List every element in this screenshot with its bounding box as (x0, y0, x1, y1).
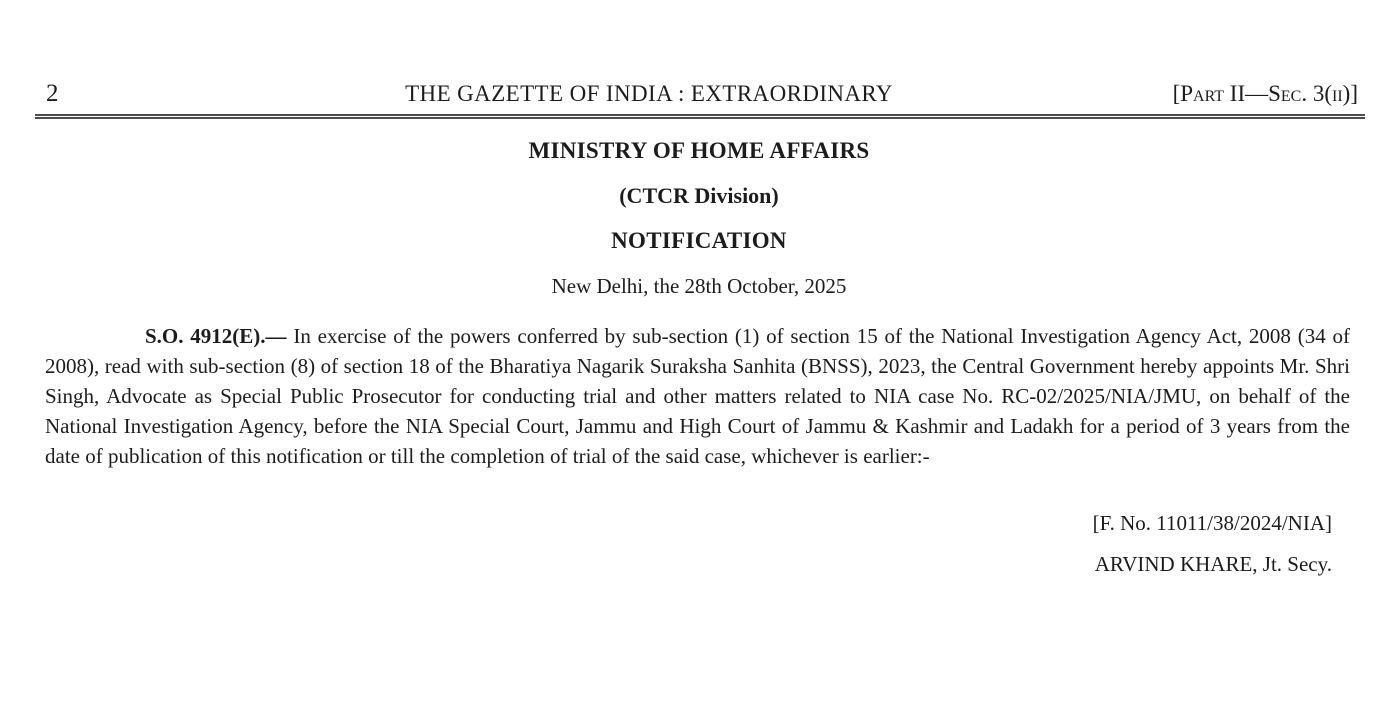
file-number: [F. No. 11011/38/2024/NIA] (1092, 511, 1332, 535)
ministry-heading: MINISTRY OF HOME AFFAIRS (528, 138, 870, 163)
signature-block (45, 511, 1332, 577)
notification-text: In exercise of the powers conferred by sub-section (1) of section 15 of the National Investigation Agency Act, 2008 (34 of 2008), read with sub-section (8) of section 18 of the Bharatiya Nagarik Suraksha Sanhita (BNSS), 2023, the Central Government hereby appoints Mr. Shri Singh, Advocate as Special Public Prosecutor for conducting trial and other matters related to NIA case No. RC-02/2025/NIA/JMU, on behalf of the National Investigation Agency, before the NIA Special Court, Jammu and High Court of Jammu & Kashmir and Ladakh for a period of 3 years from the date of publication of this notification or till the completion of trial of the said case, whichever is earlier:- (45, 324, 1351, 468)
notification-heading: NOTIFICATION (611, 228, 787, 253)
dateline: New Delhi, the 28th October, 2025 (551, 274, 847, 298)
notification-body-paragraph (45, 321, 1350, 471)
running-header (36, 80, 1362, 108)
gazette-header-title: THE GAZETTE OF INDIA : EXTRAORDINARY (405, 81, 893, 106)
header-double-rule (35, 114, 1365, 119)
gazette-part-section: [Part II—Sec. 3(ii)] (1172, 81, 1358, 106)
division-heading: (CTCR Division) (619, 183, 779, 208)
page-number: 2 (46, 80, 59, 107)
so-number: S.O. 4912(E).— (145, 324, 287, 348)
signatory-name: ARVIND KHARE, Jt. Secy. (1094, 552, 1332, 576)
document-headings (0, 138, 1398, 299)
